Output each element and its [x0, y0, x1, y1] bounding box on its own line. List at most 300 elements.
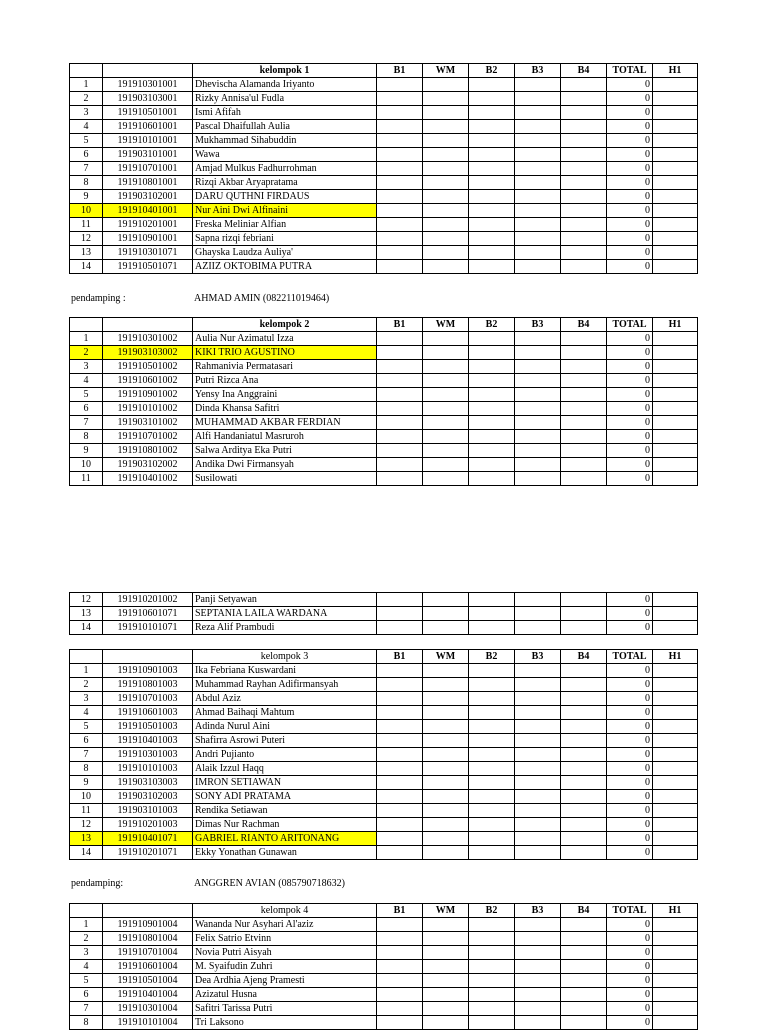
score-cell[interactable] [515, 932, 561, 946]
score-cell[interactable] [423, 776, 469, 790]
score-cell[interactable] [377, 846, 423, 860]
score-cell[interactable] [515, 176, 561, 190]
h1-cell[interactable] [653, 593, 698, 607]
h1-cell[interactable] [653, 444, 698, 458]
score-cell[interactable] [377, 162, 423, 176]
h1-cell[interactable] [653, 706, 698, 720]
score-cell[interactable] [377, 776, 423, 790]
score-cell[interactable] [561, 346, 607, 360]
h1-cell[interactable] [653, 1016, 698, 1030]
score-cell[interactable] [561, 78, 607, 92]
score-cell[interactable] [423, 720, 469, 734]
score-cell[interactable] [515, 818, 561, 832]
score-cell[interactable] [561, 388, 607, 402]
score-cell[interactable] [423, 260, 469, 274]
h1-cell[interactable] [653, 692, 698, 706]
score-cell[interactable] [423, 832, 469, 846]
score-cell[interactable] [423, 346, 469, 360]
score-cell[interactable] [561, 374, 607, 388]
score-cell[interactable] [469, 148, 515, 162]
score-cell[interactable] [469, 692, 515, 706]
score-cell[interactable] [423, 472, 469, 486]
score-cell[interactable] [377, 1016, 423, 1030]
score-cell[interactable] [469, 332, 515, 346]
score-cell[interactable] [469, 762, 515, 776]
score-cell[interactable] [377, 346, 423, 360]
score-cell[interactable] [515, 988, 561, 1002]
h1-cell[interactable] [653, 946, 698, 960]
score-cell[interactable] [423, 818, 469, 832]
h1-cell[interactable] [653, 458, 698, 472]
score-cell[interactable] [469, 472, 515, 486]
score-cell[interactable] [423, 706, 469, 720]
score-cell[interactable] [377, 458, 423, 472]
score-cell[interactable] [377, 360, 423, 374]
score-cell[interactable] [515, 960, 561, 974]
score-cell[interactable] [377, 176, 423, 190]
score-cell[interactable] [469, 402, 515, 416]
h1-cell[interactable] [653, 790, 698, 804]
score-cell[interactable] [377, 804, 423, 818]
h1-cell[interactable] [653, 218, 698, 232]
score-cell[interactable] [423, 804, 469, 818]
score-cell[interactable] [469, 607, 515, 621]
score-cell[interactable] [377, 621, 423, 635]
score-cell[interactable] [377, 664, 423, 678]
score-cell[interactable] [561, 932, 607, 946]
score-cell[interactable] [377, 706, 423, 720]
score-cell[interactable] [515, 607, 561, 621]
score-cell[interactable] [469, 444, 515, 458]
score-cell[interactable] [469, 946, 515, 960]
score-cell[interactable] [515, 78, 561, 92]
score-cell[interactable] [469, 246, 515, 260]
score-cell[interactable] [515, 706, 561, 720]
score-cell[interactable] [377, 218, 423, 232]
score-cell[interactable] [423, 78, 469, 92]
score-cell[interactable] [515, 416, 561, 430]
score-cell[interactable] [377, 388, 423, 402]
score-cell[interactable] [515, 148, 561, 162]
h1-cell[interactable] [653, 918, 698, 932]
h1-cell[interactable] [653, 846, 698, 860]
score-cell[interactable] [377, 148, 423, 162]
score-cell[interactable] [561, 332, 607, 346]
score-cell[interactable] [515, 762, 561, 776]
score-cell[interactable] [469, 706, 515, 720]
h1-cell[interactable] [653, 148, 698, 162]
h1-cell[interactable] [653, 204, 698, 218]
score-cell[interactable] [377, 762, 423, 776]
h1-cell[interactable] [653, 988, 698, 1002]
score-cell[interactable] [469, 734, 515, 748]
score-cell[interactable] [515, 974, 561, 988]
score-cell[interactable] [561, 734, 607, 748]
score-cell[interactable] [469, 388, 515, 402]
score-cell[interactable] [561, 148, 607, 162]
score-cell[interactable] [423, 692, 469, 706]
score-cell[interactable] [469, 818, 515, 832]
score-cell[interactable] [561, 832, 607, 846]
h1-cell[interactable] [653, 1002, 698, 1016]
score-cell[interactable] [561, 246, 607, 260]
score-cell[interactable] [515, 804, 561, 818]
score-cell[interactable] [515, 402, 561, 416]
score-cell[interactable] [469, 846, 515, 860]
score-cell[interactable] [423, 988, 469, 1002]
score-cell[interactable] [515, 92, 561, 106]
score-cell[interactable] [515, 190, 561, 204]
score-cell[interactable] [469, 790, 515, 804]
score-cell[interactable] [423, 176, 469, 190]
score-cell[interactable] [377, 204, 423, 218]
h1-cell[interactable] [653, 818, 698, 832]
h1-cell[interactable] [653, 402, 698, 416]
score-cell[interactable] [561, 232, 607, 246]
h1-cell[interactable] [653, 932, 698, 946]
score-cell[interactable] [469, 190, 515, 204]
h1-cell[interactable] [653, 762, 698, 776]
score-cell[interactable] [423, 360, 469, 374]
score-cell[interactable] [561, 190, 607, 204]
score-cell[interactable] [469, 360, 515, 374]
score-cell[interactable] [561, 444, 607, 458]
h1-cell[interactable] [653, 776, 698, 790]
score-cell[interactable] [561, 416, 607, 430]
score-cell[interactable] [469, 1002, 515, 1016]
score-cell[interactable] [423, 388, 469, 402]
score-cell[interactable] [377, 190, 423, 204]
h1-cell[interactable] [653, 974, 698, 988]
score-cell[interactable] [561, 946, 607, 960]
score-cell[interactable] [561, 120, 607, 134]
score-cell[interactable] [515, 918, 561, 932]
h1-cell[interactable] [653, 134, 698, 148]
h1-cell[interactable] [653, 720, 698, 734]
score-cell[interactable] [561, 134, 607, 148]
score-cell[interactable] [515, 120, 561, 134]
score-cell[interactable] [423, 106, 469, 120]
score-cell[interactable] [377, 918, 423, 932]
score-cell[interactable] [469, 932, 515, 946]
score-cell[interactable] [423, 458, 469, 472]
score-cell[interactable] [561, 204, 607, 218]
score-cell[interactable] [377, 332, 423, 346]
score-cell[interactable] [515, 204, 561, 218]
h1-cell[interactable] [653, 162, 698, 176]
h1-cell[interactable] [653, 360, 698, 374]
score-cell[interactable] [377, 78, 423, 92]
score-cell[interactable] [423, 932, 469, 946]
score-cell[interactable] [515, 246, 561, 260]
score-cell[interactable] [561, 593, 607, 607]
score-cell[interactable] [561, 1016, 607, 1030]
score-cell[interactable] [515, 832, 561, 846]
score-cell[interactable] [469, 664, 515, 678]
h1-cell[interactable] [653, 664, 698, 678]
score-cell[interactable] [561, 1002, 607, 1016]
score-cell[interactable] [561, 960, 607, 974]
score-cell[interactable] [423, 946, 469, 960]
score-cell[interactable] [469, 593, 515, 607]
h1-cell[interactable] [653, 246, 698, 260]
score-cell[interactable] [561, 92, 607, 106]
score-cell[interactable] [515, 472, 561, 486]
score-cell[interactable] [469, 120, 515, 134]
h1-cell[interactable] [653, 430, 698, 444]
score-cell[interactable] [561, 918, 607, 932]
score-cell[interactable] [515, 374, 561, 388]
h1-cell[interactable] [653, 748, 698, 762]
score-cell[interactable] [377, 748, 423, 762]
score-cell[interactable] [515, 360, 561, 374]
score-cell[interactable] [423, 134, 469, 148]
h1-cell[interactable] [653, 734, 698, 748]
score-cell[interactable] [469, 430, 515, 444]
score-cell[interactable] [423, 846, 469, 860]
score-cell[interactable] [469, 204, 515, 218]
score-cell[interactable] [561, 776, 607, 790]
score-cell[interactable] [469, 1016, 515, 1030]
score-cell[interactable] [377, 720, 423, 734]
h1-cell[interactable] [653, 190, 698, 204]
score-cell[interactable] [515, 134, 561, 148]
score-cell[interactable] [469, 374, 515, 388]
score-cell[interactable] [377, 402, 423, 416]
score-cell[interactable] [377, 430, 423, 444]
score-cell[interactable] [515, 260, 561, 274]
score-cell[interactable] [423, 162, 469, 176]
h1-cell[interactable] [653, 106, 698, 120]
score-cell[interactable] [561, 402, 607, 416]
score-cell[interactable] [561, 804, 607, 818]
score-cell[interactable] [423, 1002, 469, 1016]
score-cell[interactable] [515, 1016, 561, 1030]
score-cell[interactable] [423, 664, 469, 678]
score-cell[interactable] [561, 607, 607, 621]
score-cell[interactable] [469, 106, 515, 120]
score-cell[interactable] [561, 260, 607, 274]
h1-cell[interactable] [653, 260, 698, 274]
score-cell[interactable] [377, 932, 423, 946]
score-cell[interactable] [423, 1016, 469, 1030]
score-cell[interactable] [515, 720, 561, 734]
h1-cell[interactable] [653, 832, 698, 846]
score-cell[interactable] [561, 762, 607, 776]
score-cell[interactable] [377, 946, 423, 960]
score-cell[interactable] [423, 92, 469, 106]
score-cell[interactable] [515, 593, 561, 607]
score-cell[interactable] [561, 974, 607, 988]
h1-cell[interactable] [653, 388, 698, 402]
score-cell[interactable] [515, 692, 561, 706]
score-cell[interactable] [423, 148, 469, 162]
h1-cell[interactable] [653, 120, 698, 134]
score-cell[interactable] [377, 120, 423, 134]
score-cell[interactable] [561, 748, 607, 762]
score-cell[interactable] [423, 960, 469, 974]
score-cell[interactable] [561, 692, 607, 706]
score-cell[interactable] [423, 762, 469, 776]
score-cell[interactable] [423, 918, 469, 932]
score-cell[interactable] [515, 162, 561, 176]
score-cell[interactable] [515, 232, 561, 246]
score-cell[interactable] [377, 818, 423, 832]
score-cell[interactable] [423, 974, 469, 988]
h1-cell[interactable] [653, 374, 698, 388]
h1-cell[interactable] [653, 92, 698, 106]
score-cell[interactable] [377, 92, 423, 106]
score-cell[interactable] [423, 332, 469, 346]
score-cell[interactable] [561, 472, 607, 486]
score-cell[interactable] [423, 678, 469, 692]
score-cell[interactable] [469, 78, 515, 92]
score-cell[interactable] [515, 748, 561, 762]
score-cell[interactable] [469, 804, 515, 818]
score-cell[interactable] [423, 120, 469, 134]
score-cell[interactable] [561, 162, 607, 176]
score-cell[interactable] [423, 190, 469, 204]
h1-cell[interactable] [653, 804, 698, 818]
score-cell[interactable] [515, 444, 561, 458]
score-cell[interactable] [377, 974, 423, 988]
score-cell[interactable] [469, 346, 515, 360]
score-cell[interactable] [377, 790, 423, 804]
score-cell[interactable] [423, 246, 469, 260]
score-cell[interactable] [423, 593, 469, 607]
score-cell[interactable] [469, 960, 515, 974]
score-cell[interactable] [423, 374, 469, 388]
score-cell[interactable] [561, 430, 607, 444]
score-cell[interactable] [561, 458, 607, 472]
score-cell[interactable] [515, 946, 561, 960]
score-cell[interactable] [561, 621, 607, 635]
score-cell[interactable] [515, 346, 561, 360]
score-cell[interactable] [377, 960, 423, 974]
h1-cell[interactable] [653, 78, 698, 92]
h1-cell[interactable] [653, 607, 698, 621]
score-cell[interactable] [377, 607, 423, 621]
score-cell[interactable] [561, 218, 607, 232]
h1-cell[interactable] [653, 346, 698, 360]
score-cell[interactable] [469, 458, 515, 472]
score-cell[interactable] [423, 416, 469, 430]
score-cell[interactable] [469, 176, 515, 190]
score-cell[interactable] [561, 818, 607, 832]
score-cell[interactable] [377, 106, 423, 120]
score-cell[interactable] [515, 106, 561, 120]
score-cell[interactable] [515, 776, 561, 790]
score-cell[interactable] [377, 692, 423, 706]
score-cell[interactable] [515, 332, 561, 346]
score-cell[interactable] [469, 218, 515, 232]
score-cell[interactable] [423, 204, 469, 218]
score-cell[interactable] [561, 664, 607, 678]
score-cell[interactable] [469, 134, 515, 148]
h1-cell[interactable] [653, 960, 698, 974]
score-cell[interactable] [377, 374, 423, 388]
score-cell[interactable] [377, 734, 423, 748]
h1-cell[interactable] [653, 232, 698, 246]
score-cell[interactable] [423, 232, 469, 246]
score-cell[interactable] [515, 734, 561, 748]
score-cell[interactable] [423, 621, 469, 635]
score-cell[interactable] [423, 734, 469, 748]
score-cell[interactable] [377, 232, 423, 246]
score-cell[interactable] [561, 360, 607, 374]
score-cell[interactable] [377, 593, 423, 607]
h1-cell[interactable] [653, 678, 698, 692]
score-cell[interactable] [561, 106, 607, 120]
score-cell[interactable] [377, 260, 423, 274]
score-cell[interactable] [469, 621, 515, 635]
score-cell[interactable] [515, 678, 561, 692]
score-cell[interactable] [469, 162, 515, 176]
score-cell[interactable] [377, 134, 423, 148]
score-cell[interactable] [515, 430, 561, 444]
score-cell[interactable] [561, 846, 607, 860]
score-cell[interactable] [423, 790, 469, 804]
score-cell[interactable] [423, 444, 469, 458]
score-cell[interactable] [377, 472, 423, 486]
score-cell[interactable] [469, 776, 515, 790]
score-cell[interactable] [377, 1002, 423, 1016]
score-cell[interactable] [469, 678, 515, 692]
score-cell[interactable] [423, 402, 469, 416]
score-cell[interactable] [561, 176, 607, 190]
score-cell[interactable] [377, 444, 423, 458]
score-cell[interactable] [469, 832, 515, 846]
score-cell[interactable] [423, 218, 469, 232]
score-cell[interactable] [561, 706, 607, 720]
score-cell[interactable] [423, 607, 469, 621]
score-cell[interactable] [561, 790, 607, 804]
score-cell[interactable] [515, 621, 561, 635]
score-cell[interactable] [423, 748, 469, 762]
score-cell[interactable] [423, 430, 469, 444]
h1-cell[interactable] [653, 176, 698, 190]
score-cell[interactable] [469, 92, 515, 106]
score-cell[interactable] [469, 988, 515, 1002]
score-cell[interactable] [469, 232, 515, 246]
h1-cell[interactable] [653, 621, 698, 635]
score-cell[interactable] [377, 246, 423, 260]
score-cell[interactable] [515, 846, 561, 860]
score-cell[interactable] [377, 832, 423, 846]
score-cell[interactable] [515, 790, 561, 804]
h1-cell[interactable] [653, 416, 698, 430]
score-cell[interactable] [515, 388, 561, 402]
score-cell[interactable] [469, 918, 515, 932]
score-cell[interactable] [515, 1002, 561, 1016]
h1-cell[interactable] [653, 332, 698, 346]
score-cell[interactable] [469, 260, 515, 274]
score-cell[interactable] [469, 748, 515, 762]
score-cell[interactable] [515, 218, 561, 232]
score-cell[interactable] [469, 416, 515, 430]
score-cell[interactable] [515, 664, 561, 678]
score-cell[interactable] [377, 678, 423, 692]
score-cell[interactable] [377, 988, 423, 1002]
score-cell[interactable] [561, 988, 607, 1002]
score-cell[interactable] [515, 458, 561, 472]
score-cell[interactable] [469, 974, 515, 988]
h1-cell[interactable] [653, 472, 698, 486]
score-cell[interactable] [561, 678, 607, 692]
score-cell[interactable] [561, 720, 607, 734]
score-cell[interactable] [469, 720, 515, 734]
score-cell[interactable] [377, 416, 423, 430]
